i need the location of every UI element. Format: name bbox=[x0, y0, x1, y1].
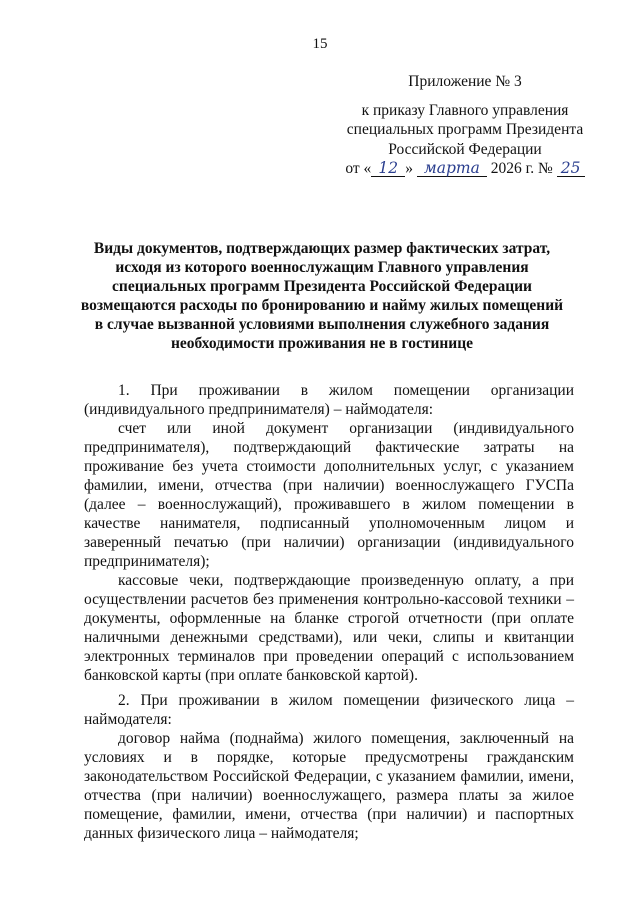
page-number: 15 bbox=[312, 36, 328, 52]
handwritten-order-number: 25 bbox=[557, 160, 585, 177]
document-body bbox=[84, 381, 574, 843]
list-item-paragraph: счет или иной документ организации (индивидуального предпринимателя), подтверждающий фактические затраты на проживание без учета стоимости дополнительных услуг, с указанием фамилии, имени, отчества (при наличии) военнослужащего ГУСПа (далее – военнослужащий), проживавшего в жилом помещении в качестве нанимателя, подписанный уполномоченным лицом и заверенный печатью (при наличии) организации (индивидуального предпринимателя); bbox=[84, 420, 574, 570]
section-paragraph: 2. При проживании в жилом помещении физического лица – наймодателя: bbox=[84, 692, 574, 728]
appendix-line: Российской Федерации bbox=[388, 140, 542, 158]
heading-line: специальных программ Президента Российской Федерации bbox=[112, 278, 532, 295]
section-paragraph: 1. При проживании в жилом помещении организации (индивидуального предпринимателя) – наймодателя: bbox=[84, 382, 574, 418]
date-prefix: от « bbox=[345, 160, 372, 177]
heading-line: исходя из которого военнослужащим Главного управления bbox=[115, 259, 529, 276]
appendix-title: Приложение № 3 bbox=[408, 73, 522, 90]
appendix-date-line bbox=[330, 159, 600, 179]
appendix-block bbox=[330, 72, 600, 179]
appendix-line: специальных программ Президента bbox=[346, 121, 584, 138]
date-quote-close: » bbox=[405, 160, 414, 177]
heading-line: в случае вызванной условиями выполнения служебного задания bbox=[94, 316, 550, 333]
heading-line: необходимости проживания не в гостинице bbox=[170, 335, 474, 352]
list-item-paragraph: договор найма (поднайма) жилого помещения, заключенный на условиях и в порядке, которые предусмотрены гражданским законодательством Российской Федерации, с указанием фамилии, имени, отчества (при наличии) военнослужащего, размера платы за жилое помещение, фамилии, имени, отчества (при наличии) и паспортных данных физического лица – наймодателя; bbox=[84, 730, 574, 842]
list-item-paragraph: кассовые чеки, подтверждающие произведенную оплату, а при осуществлении расчетов без применения контрольно-кассовой техники – документы, оформленные на бланке строгой отчетности (при оплате наличными денежными средствами), или чеки, слипы и квитанции электронных терминалов при проведении операций с использованием банковской карты (при оплате банковской картой). bbox=[84, 572, 574, 684]
appendix-line: к приказу Главного управления bbox=[361, 101, 569, 119]
handwritten-month: марта bbox=[417, 160, 487, 177]
date-year: 2026 г. № bbox=[490, 160, 553, 177]
heading-line: возмещаются расходы по бронированию и найму жилых помещений bbox=[80, 297, 564, 314]
heading-line: Виды документов, подтверждающих размер фактических затрат, bbox=[93, 240, 551, 257]
document-heading bbox=[70, 239, 574, 353]
handwritten-day: 12 bbox=[371, 160, 405, 177]
